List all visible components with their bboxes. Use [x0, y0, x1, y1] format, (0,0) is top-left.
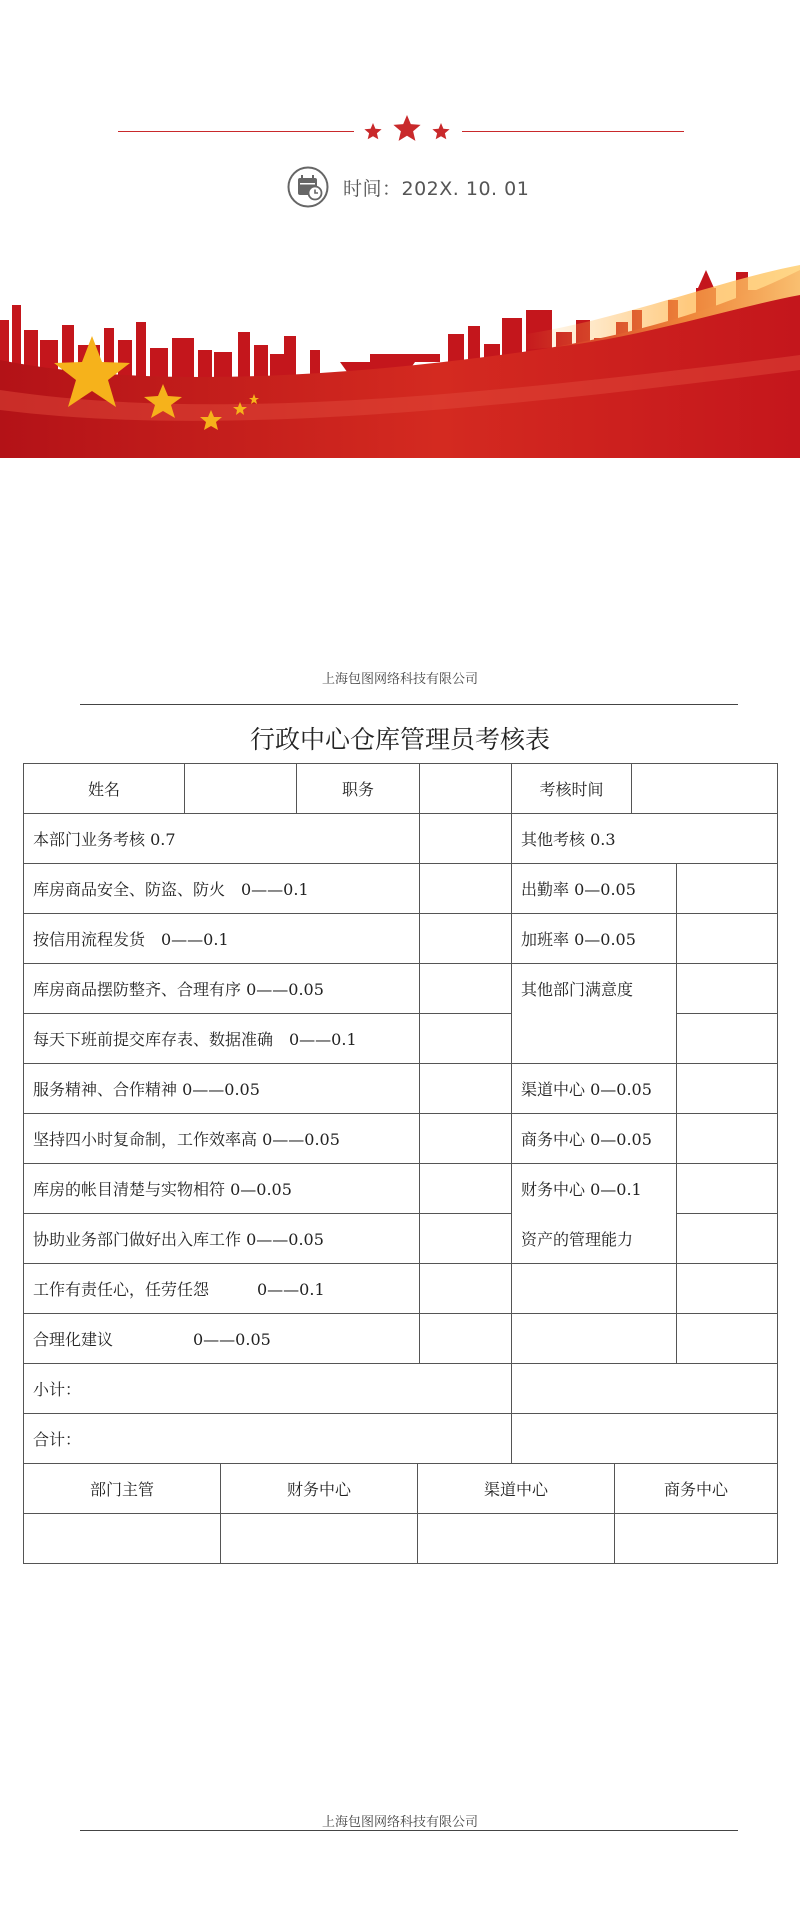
table-row	[24, 1314, 778, 1364]
overtime-label: 加班率 0—0.05	[512, 914, 677, 964]
signature-label: 部门主管	[24, 1464, 221, 1514]
table-row	[24, 1214, 778, 1264]
item-label: 合理化建议 0——0.05	[24, 1314, 420, 1364]
header-line-right	[462, 131, 684, 132]
attendance-label: 出勤率 0—0.05	[512, 864, 677, 914]
table-row	[24, 914, 778, 964]
empty-cell[interactable]	[512, 1264, 677, 1314]
item-label: 库房商品安全、防盗、防火 0——0.1	[24, 864, 420, 914]
item-label: 库房商品摆防整齐、合理有序 0——0.05	[24, 964, 420, 1014]
total-label: 合计：	[24, 1414, 512, 1464]
empty-cell[interactable]	[677, 1314, 778, 1364]
signature-label: 财务中心	[221, 1464, 418, 1514]
name-value[interactable]	[185, 764, 297, 814]
item-score[interactable]	[420, 964, 512, 1014]
position-label: 职务	[297, 764, 420, 814]
signature-table	[23, 1463, 778, 1564]
item-label: 协助业务部门做好出入库工作 0——0.05	[24, 1214, 420, 1264]
footer-rule	[80, 1830, 738, 1831]
item-score[interactable]	[420, 864, 512, 914]
table-row	[24, 1514, 778, 1564]
channel-score[interactable]	[677, 1064, 778, 1114]
item-score[interactable]	[420, 1314, 512, 1364]
empty-cell[interactable]	[512, 1314, 677, 1364]
signature-label: 渠道中心	[418, 1464, 615, 1514]
dept-section-score[interactable]	[420, 814, 512, 864]
time-label: 考核时间	[512, 764, 632, 814]
position-value[interactable]	[420, 764, 512, 814]
header-line-left	[118, 131, 354, 132]
item-score[interactable]	[420, 1264, 512, 1314]
table-row	[24, 814, 778, 864]
table-row	[24, 964, 778, 1014]
table-row	[24, 1164, 778, 1214]
asset-score[interactable]	[677, 1214, 778, 1264]
table-row	[24, 1414, 778, 1464]
item-score[interactable]	[420, 1014, 512, 1064]
signature-box[interactable]	[24, 1514, 221, 1564]
business-label: 商务中心 0—0.05	[512, 1114, 677, 1164]
item-label: 服务精神、合作精神 0——0.05	[24, 1064, 420, 1114]
table-row	[24, 864, 778, 914]
item-score[interactable]	[420, 914, 512, 964]
satisfaction-label: 其他部门满意度	[512, 964, 677, 1064]
assessment-table	[23, 763, 778, 1464]
item-score[interactable]	[420, 1164, 512, 1214]
item-label: 库房的帐目清楚与实物相符 0—0.05	[24, 1164, 420, 1214]
signature-box[interactable]	[418, 1514, 615, 1564]
empty-cell[interactable]	[677, 1264, 778, 1314]
item-label: 每天下班前提交库存表、数据准确 0——0.1	[24, 1014, 420, 1064]
table-row	[24, 1264, 778, 1314]
item-label: 按信用流程发货 0——0.1	[24, 914, 420, 964]
business-score[interactable]	[677, 1114, 778, 1164]
item-label: 工作有责任心，任劳任怨 0——0.1	[24, 1264, 420, 1314]
table-row	[24, 1064, 778, 1114]
date-row	[287, 165, 529, 209]
table-row	[24, 764, 778, 814]
name-label: 姓名	[24, 764, 185, 814]
company-name-top: 上海包图网络科技有限公司	[321, 672, 478, 687]
signature-box[interactable]	[615, 1514, 778, 1564]
item-label: 坚持四小时复命制，工作效率高 0——0.05	[24, 1114, 420, 1164]
table-row	[24, 1464, 778, 1514]
item-score[interactable]	[420, 1064, 512, 1114]
form-title: 行政中心仓库管理员考核表	[249, 725, 550, 754]
satisfaction-score-2[interactable]	[677, 1014, 778, 1064]
finance-label: 财务中心 0—0.1	[512, 1164, 677, 1214]
item-score[interactable]	[420, 1214, 512, 1264]
header-rule	[80, 704, 738, 705]
date-label: 时间：202X. 10. 01	[343, 177, 530, 200]
subtotal-value[interactable]	[512, 1364, 778, 1414]
item-score[interactable]	[420, 1114, 512, 1164]
channel-label: 渠道中心 0—0.05	[512, 1064, 677, 1114]
company-name-bottom: 上海包图网络科技有限公司	[321, 1815, 478, 1830]
red-banner-skyline	[0, 250, 800, 458]
signature-label: 商务中心	[615, 1464, 778, 1514]
attendance-score[interactable]	[677, 864, 778, 914]
calendar-clock-icon	[287, 166, 329, 208]
table-row	[24, 1364, 778, 1414]
signature-box[interactable]	[221, 1514, 418, 1564]
time-value[interactable]	[632, 764, 778, 814]
subtotal-label: 小计：	[24, 1364, 512, 1414]
finance-score[interactable]	[677, 1164, 778, 1214]
stars-icon	[352, 113, 462, 147]
other-section-label: 其他考核 0.3	[512, 814, 778, 864]
overtime-score[interactable]	[677, 914, 778, 964]
satisfaction-score-1[interactable]	[677, 964, 778, 1014]
total-value[interactable]	[512, 1414, 778, 1464]
asset-label: 资产的管理能力	[512, 1214, 677, 1264]
dept-section-label: 本部门业务考核 0.7	[24, 814, 420, 864]
table-row	[24, 1114, 778, 1164]
